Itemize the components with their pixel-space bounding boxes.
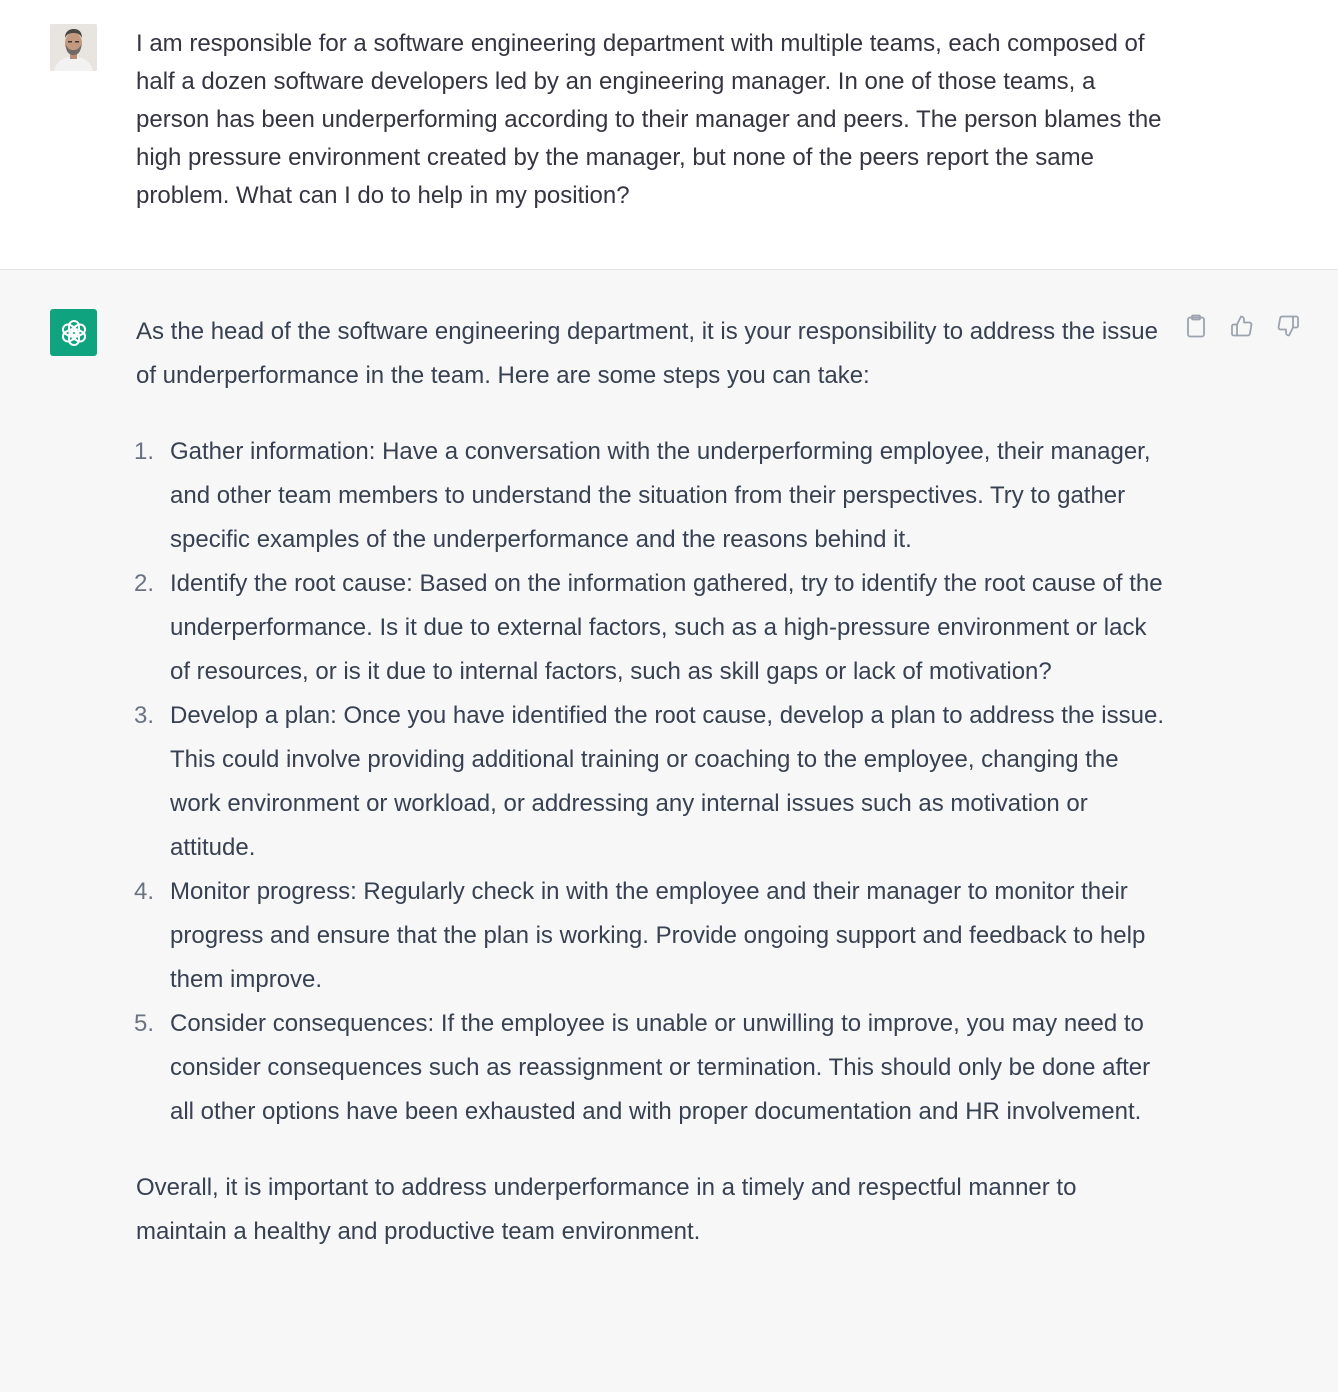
list-item-number: 2. (134, 570, 155, 597)
list-item-text: Monitor progress: Regularly check in with the employee and their manager to monitor their progress and ensure that the plan is working. Provide ongoing support and feedback to help them improve. (170, 878, 1146, 993)
user-avatar (50, 24, 97, 71)
list-item-number: 5. (134, 1010, 155, 1037)
user-avatar-image (50, 24, 97, 71)
steps-list (136, 430, 1166, 1134)
copy-button[interactable] (1184, 314, 1208, 338)
list-item-text: Identify the root cause: Based on the information gathered, try to identify the root cause of the underperformance. Is it due to external factors, such as a high-pressure environment or lack of resources, or is it due to internal factors, such as skill gaps or lack of motivation? (170, 570, 1163, 685)
list-item-text: Gather information: Have a conversation with the underperforming employee, their manager, and other team members to understand the situation from their perspectives. Try to gather specific examples of the underperformance and the reasons behind it. (170, 438, 1151, 553)
assistant-avatar (50, 309, 97, 356)
list-item-text: Develop a plan: Once you have identified the root cause, develop a plan to address the issue. This could involve providing additional training or coaching to the employee, changing the work environment or workload, or addressing any internal issues such as motivation or attitude. (170, 702, 1164, 861)
assistant-message-row (0, 270, 1338, 1392)
user-message-text: I am responsible for a software engineering department with multiple teams, each composed of half a dozen software developers led by an engineering manager. In one of those teams, a person has been underperforming according to their manager and peers. The person blames the high pressure environment created by the manager, but none of the peers report the same problem. What can I do to help in my position? (136, 30, 1162, 209)
list-item (136, 562, 1166, 694)
assistant-conclusion: Overall, it is important to address underperformance in a timely and respectful manner to maintain a healthy and productive team environment. (136, 1174, 1077, 1245)
list-item (136, 1002, 1166, 1134)
clipboard-icon (1185, 314, 1207, 338)
user-message-row (0, 0, 1338, 270)
thumbs-down-button[interactable] (1276, 314, 1300, 338)
list-item-text: Consider consequences: If the employee is unable or unwilling to improve, you may need to consider consequences such as reassignment or termination. This should only be done after all other options have been exhausted and with proper documentation and HR involvement. (170, 1010, 1151, 1125)
assistant-intro: As the head of the software engineering department, it is your responsibility to address the issue of underperformance in the team. Here are some steps you can take: (136, 318, 1158, 389)
thumbs-up-button[interactable] (1230, 314, 1254, 338)
list-item (136, 430, 1166, 562)
list-item (136, 694, 1166, 870)
thumbs-down-icon (1276, 314, 1300, 338)
openai-logo-icon (58, 317, 90, 349)
list-item-number: 1. (134, 438, 155, 465)
thumbs-up-icon (1230, 314, 1254, 338)
list-item-number: 3. (134, 702, 155, 729)
list-item (136, 870, 1166, 1002)
list-item-number: 4. (134, 878, 155, 905)
assistant-message-body (136, 310, 1166, 1254)
message-actions (1184, 314, 1300, 338)
